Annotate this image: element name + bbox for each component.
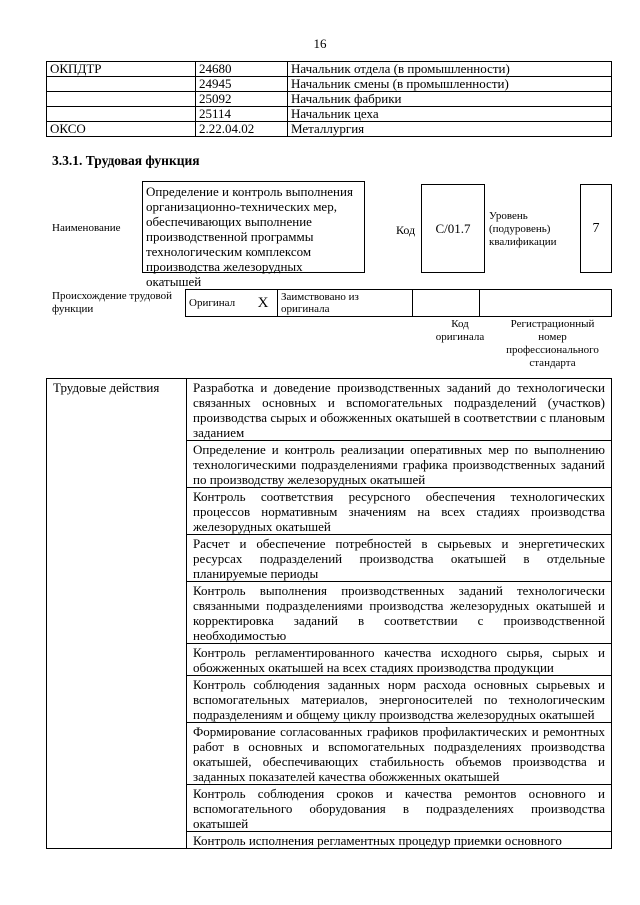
table-row — [47, 77, 612, 92]
code-cell: 25114 — [196, 107, 288, 122]
labor-action-item: Контроль выполнения производственных заданий технологически связанными подразделениями производства железорудных окатышей и корректировка заданий в соответствии с производственной необходимостью — [187, 582, 612, 644]
section-title: 3.3.1. Трудовая функция — [52, 153, 200, 168]
name-label: Наименование — [52, 222, 121, 234]
code-cell: 25092 — [196, 92, 288, 107]
page-number: 16 — [313, 36, 327, 51]
labor-action-item: Разработка и доведение производственных заданий до технологически связанных основных и вспомогательных подразделений (участков) производства сырых и обожженных окатышей в соответствии с плановым заданием — [187, 379, 612, 441]
reg-number-cell — [480, 290, 612, 317]
original-mark-cell: X — [249, 290, 278, 317]
occupation-name-cell: Металлургия — [288, 122, 612, 137]
labor-action-item: Формирование согласованных графиков профилактических и ремонтных работ в основных и вспомогательных подразделениях производства окатышей, обеспечивающих стабильность объемов производства и заданных показателей качества обожженных окатышей — [187, 723, 612, 785]
occupation-name-cell: Начальник смены (в промышленности) — [288, 77, 612, 92]
table-row — [186, 290, 612, 317]
labor-action-item: Контроль соблюдения сроков и качества ремонтов основного и вспомогательного оборудования в подразделениях производства окатышей — [187, 785, 612, 832]
labor-actions-label: Трудовые действия — [47, 379, 187, 849]
function-name-box: Определение и контроль выполнения организационно-технических мер, обеспечивающих выполнение производственной программы технологическим комплексом производства железорудных окатышей — [142, 181, 365, 273]
labor-action-item: Контроль регламентированного качества исходного сырья, сырых и обожженных окатышей на всех стадиях производства продукции — [187, 644, 612, 676]
labor-action-item: Определение и контроль реализации оперативных мер по выполнению технологическими подразделениями графика производственных заданий по производству железорудных окатышей — [187, 441, 612, 488]
origin-table — [185, 289, 612, 317]
occupation-name-cell: Начальник цеха — [288, 107, 612, 122]
reg-number-caption: Регистрационный номер профессионального стандарта — [506, 318, 599, 369]
classifier-codes-table — [46, 61, 612, 137]
classifier-cell — [47, 107, 196, 122]
code-cell: 24945 — [196, 77, 288, 92]
labor-action-item: Контроль соблюдения заданных норм расхода основных сырьевых и вспомогательных материалов, энергоносителей по технологическим подразделениям и общему циклу производства железорудных окатышей — [187, 676, 612, 723]
table-row — [47, 107, 612, 122]
code-cell: 2.22.04.02 — [196, 122, 288, 137]
classifier-cell: ОКПДТР — [47, 62, 196, 77]
table-row — [47, 122, 612, 137]
qualification-level-box: 7 — [580, 184, 612, 273]
occupation-name-cell: Начальник фабрики — [288, 92, 612, 107]
occupation-name-cell: Начальник отдела (в промышленности) — [288, 62, 612, 77]
original-label-cell: Оригинал — [186, 290, 250, 317]
classifier-cell: ОКСО — [47, 122, 196, 137]
table-row — [47, 92, 612, 107]
labor-action-item: Контроль соответствия ресурсного обеспечения технологических процессов нормативным значениям на всех стадиях производства железорудных окатышей — [187, 488, 612, 535]
table-row — [47, 379, 612, 441]
function-code-box: C/01.7 — [421, 184, 485, 273]
qualification-level-label: Уровень (подуровень) квалификации — [489, 210, 557, 248]
labor-actions-table — [46, 378, 612, 849]
origin-label: Происхождение трудовой функции — [52, 290, 173, 315]
code-original-caption: Код оригинала — [435, 318, 485, 343]
code-cell: 24680 — [196, 62, 288, 77]
labor-action-item: Контроль исполнения регламентных процедур приемки основного — [187, 832, 612, 849]
code-original-cell — [413, 290, 480, 317]
code-label: Код — [396, 223, 416, 237]
table-row — [47, 62, 612, 77]
classifier-cell — [47, 77, 196, 92]
classifier-cell — [47, 92, 196, 107]
labor-action-item: Расчет и обеспечение потребностей в сырьевых и энергетических ресурсах подразделений производства окатышей в отдельные планируемые периоды — [187, 535, 612, 582]
borrowed-label-cell: Заимствовано из оригинала — [278, 290, 413, 317]
